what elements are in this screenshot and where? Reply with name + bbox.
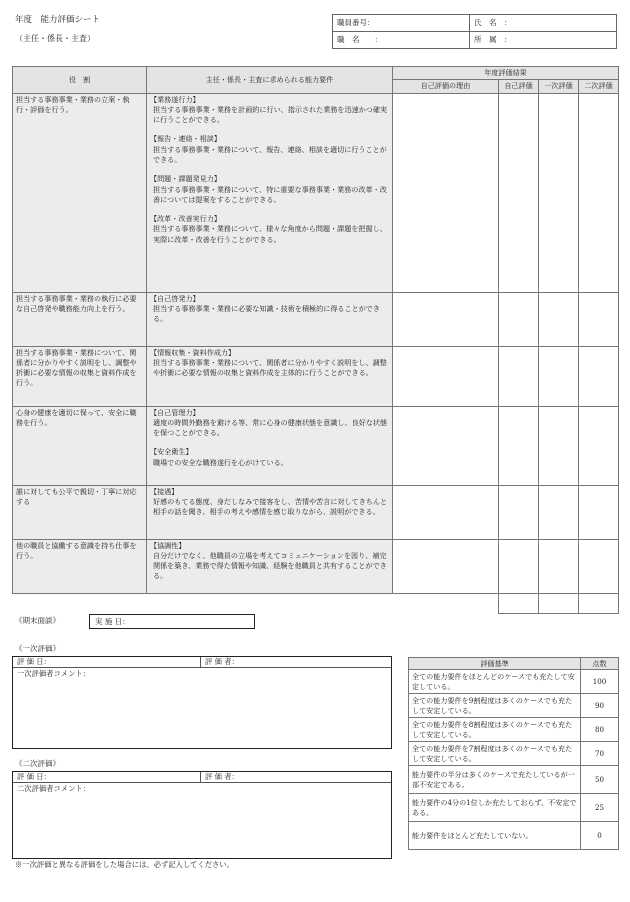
first-eval-input[interactable] <box>539 485 579 539</box>
requirement-desc: 担当する事務事業・業務を計画的に行い、指示された業務を迅速かつ確実に行うことができる。 <box>153 104 388 125</box>
self-reason-input[interactable] <box>393 292 499 346</box>
requirement-desc: 担当する事務事業・業務について、特に重要な事務事業・業務の改革・改善については提案をすることができる。 <box>153 184 387 204</box>
requirement-cell <box>147 292 393 346</box>
criteria-row <box>409 670 619 694</box>
sheet-subtitle: （主任・係長・主査） <box>15 34 95 43</box>
requirement-desc: 担当する事務事業・業務について、報告、連絡、相談を適切に行うことができる。 <box>153 144 387 164</box>
self-reason-input[interactable] <box>393 93 499 292</box>
requirement-title: 【協調性】 <box>150 540 186 550</box>
second-eval-input[interactable] <box>579 93 619 292</box>
header-self-eval: 自己評価 <box>499 80 539 93</box>
requirement-title: 【情報収集・資料作成力】 <box>150 347 236 357</box>
table-row <box>13 406 619 485</box>
criteria-table <box>408 657 619 850</box>
interview-date-label: 実 施 日： <box>95 617 130 626</box>
requirement-desc: 好感のもてる態度、身だしなみで接客をし、苦情や苦言に対してきちんと相手の話を聞き、相手の考えや感情を感じ取りながら、説明ができる。 <box>153 496 388 517</box>
self-reason-input[interactable] <box>393 346 499 406</box>
header-role: 役 割 <box>13 67 147 94</box>
position-field[interactable]: 職 名 ： <box>333 32 470 49</box>
criteria-text: 全ての能力要件を8割程度は多くのケースでも充たして安定している。 <box>409 718 581 742</box>
first-eval-input[interactable] <box>539 406 579 485</box>
criteria-points: 0 <box>581 822 619 850</box>
interview-date-field[interactable] <box>89 614 255 629</box>
header-self-reason: 自己評価の理由 <box>393 80 499 93</box>
first-eval-section-label: 《一次評価》 <box>15 644 60 653</box>
requirement-desc: 担当する事務事業・業務について、関係者に分かりやすく説明をし、調整や折衝に必要な情報の収集と資料作成を主体的に行うことができる。 <box>153 357 387 378</box>
footnote: ※一次評価と異なる評価をした場合には、必ず記入してください。 <box>15 860 234 869</box>
first-evaluator-field[interactable]: 評 価 者： <box>205 657 239 666</box>
role-cell: 担当する事務事業・業務の立案・執行・評価を行う。 <box>13 93 147 292</box>
table-row <box>13 292 619 346</box>
first-eval-total[interactable] <box>539 593 579 613</box>
requirement-title: 【報告・連絡・相談】 <box>150 134 221 144</box>
criteria-text: 能力要件の半分は多くのケースで充たしているが一部不安定である。 <box>409 766 581 794</box>
criteria-row <box>409 822 619 850</box>
self-eval-total[interactable] <box>499 593 539 613</box>
criteria-text: 全ての能力要件をほとんどのケースでも充たして安定している。 <box>409 670 581 694</box>
first-eval-box <box>12 656 392 749</box>
employee-number-field[interactable]: 職員番号： <box>333 15 470 32</box>
requirement-title: 【自己管理力】 <box>150 407 200 417</box>
table-row <box>13 485 619 539</box>
competency-table <box>12 66 619 614</box>
requirement-cell <box>147 93 393 292</box>
second-eval-box <box>12 771 392 859</box>
criteria-points: 50 <box>581 766 619 794</box>
criteria-points: 25 <box>581 794 619 822</box>
requirement-cell <box>147 485 393 539</box>
self-reason-input[interactable] <box>393 406 499 485</box>
criteria-points: 70 <box>581 742 619 766</box>
requirement-title: 【問題・課題発見力】 <box>150 174 221 184</box>
requirement-cell <box>147 539 393 593</box>
header-requirements: 主任・係長・主査に求められる能力要件 <box>147 67 393 94</box>
second-eval-input[interactable] <box>579 406 619 485</box>
second-eval-input[interactable] <box>579 539 619 593</box>
first-eval-input[interactable] <box>539 346 579 406</box>
role-cell: 他の職員と協働する意識を持ち仕事を行う。 <box>13 539 147 593</box>
self-eval-input[interactable] <box>499 406 539 485</box>
self-eval-input[interactable] <box>499 539 539 593</box>
criteria-text: 全ての能力要件を7割程度は多くのケースでも充たして安定している。 <box>409 742 581 766</box>
criteria-row <box>409 766 619 794</box>
first-eval-input[interactable] <box>539 539 579 593</box>
table-row <box>13 346 619 406</box>
header-results-group: 年度評価結果 <box>393 67 619 80</box>
criteria-points: 80 <box>581 718 619 742</box>
second-eval-section-label: 《二次評価》 <box>15 759 60 768</box>
requirement-desc: 職場での安全な職務遂行を心がけている。 <box>153 457 288 467</box>
table-row <box>13 93 619 292</box>
criteria-text: 能力要件をほとんど充たしていない。 <box>409 822 581 850</box>
header-first-eval: 一次評価 <box>539 80 579 93</box>
criteria-header: 評価基準 <box>409 658 581 670</box>
requirement-cell <box>147 406 393 485</box>
criteria-row <box>409 694 619 718</box>
criteria-row <box>409 718 619 742</box>
sheet-title: 年度 能力評価シート <box>15 15 101 25</box>
role-cell: 担当する事務事業・業務の執行に必要な自己啓発や職務能力向上を行う。 <box>13 292 147 346</box>
requirement-desc: 適度の時間外勤務を避ける等、常に心身の健康状態を意識し、良好な状態を保つことができる。 <box>153 417 388 438</box>
name-field[interactable]: 氏 名 ： <box>470 15 617 32</box>
second-eval-input[interactable] <box>579 346 619 406</box>
requirement-title: 【接遇】 <box>150 486 179 496</box>
criteria-points: 90 <box>581 694 619 718</box>
criteria-text: 全ての能力要件を9割程度は多くのケースでも充たして安定している。 <box>409 694 581 718</box>
requirement-title: 【自己啓発力】 <box>150 293 200 303</box>
second-eval-comment-field[interactable]: 二次評価者コメント： <box>17 784 90 793</box>
self-eval-input[interactable] <box>499 346 539 406</box>
self-eval-input[interactable] <box>499 292 539 346</box>
second-evaluator-field[interactable]: 評 価 者： <box>205 772 239 781</box>
criteria-row <box>409 794 619 822</box>
requirement-title: 【業務遂行力】 <box>150 94 200 104</box>
role-cell: 心身の健康を適切に保って、安全に職務を行う。 <box>13 406 147 485</box>
requirement-desc: 担当する事務事業・業務に必要な知識・技術を積極的に得ることができる。 <box>153 303 380 324</box>
second-eval-input[interactable] <box>579 485 619 539</box>
employee-info-table <box>332 14 617 49</box>
role-cell: 担当する事務事業・業務について、関係者に分かりやすく説明をし、調整や折衝に必要な情報の収集と資料作成を行う。 <box>13 346 147 406</box>
requirement-desc: 担当する事務事業・業務について、様々な角度から問題・課題を把握し、実際に改革・改善を行うことができる。 <box>153 224 387 244</box>
total-row <box>13 593 619 613</box>
role-cell: 誰に対しても公平で親切・丁寧に対応する <box>13 485 147 539</box>
requirement-desc: 自分だけでなく、他職員の立場を考えてコミュニケーションを図り、補完関係を築き、業務で得た情報や知識、経験を他職員と共有することができる。 <box>153 550 387 581</box>
second-eval-date-field[interactable]: 評 価 日： <box>13 772 201 782</box>
second-eval-total[interactable] <box>579 593 619 613</box>
criteria-text: 能力要件の4分の1位しか充たしておらず、不安定である。 <box>409 794 581 822</box>
criteria-row <box>409 742 619 766</box>
interview-label: 《期末面談》 <box>15 616 60 625</box>
first-eval-date-field[interactable]: 評 価 日： <box>13 657 201 667</box>
first-eval-input[interactable] <box>539 93 579 292</box>
table-row <box>13 539 619 593</box>
self-eval-input[interactable] <box>499 93 539 292</box>
self-reason-input[interactable] <box>393 539 499 593</box>
first-eval-input[interactable] <box>539 292 579 346</box>
criteria-points: 100 <box>581 670 619 694</box>
header-second-eval: 二次評価 <box>579 80 619 93</box>
second-eval-input[interactable] <box>579 292 619 346</box>
points-header: 点数 <box>581 658 619 670</box>
first-eval-comment-field[interactable]: 一次評価者コメント： <box>17 669 90 678</box>
requirement-title: 【改革・改善実行力】 <box>150 214 221 224</box>
self-eval-input[interactable] <box>499 485 539 539</box>
self-reason-input[interactable] <box>393 485 499 539</box>
requirement-title: 【安全衛生】 <box>150 447 193 457</box>
requirement-cell <box>147 346 393 406</box>
department-field[interactable]: 所 属 ： <box>470 32 617 49</box>
